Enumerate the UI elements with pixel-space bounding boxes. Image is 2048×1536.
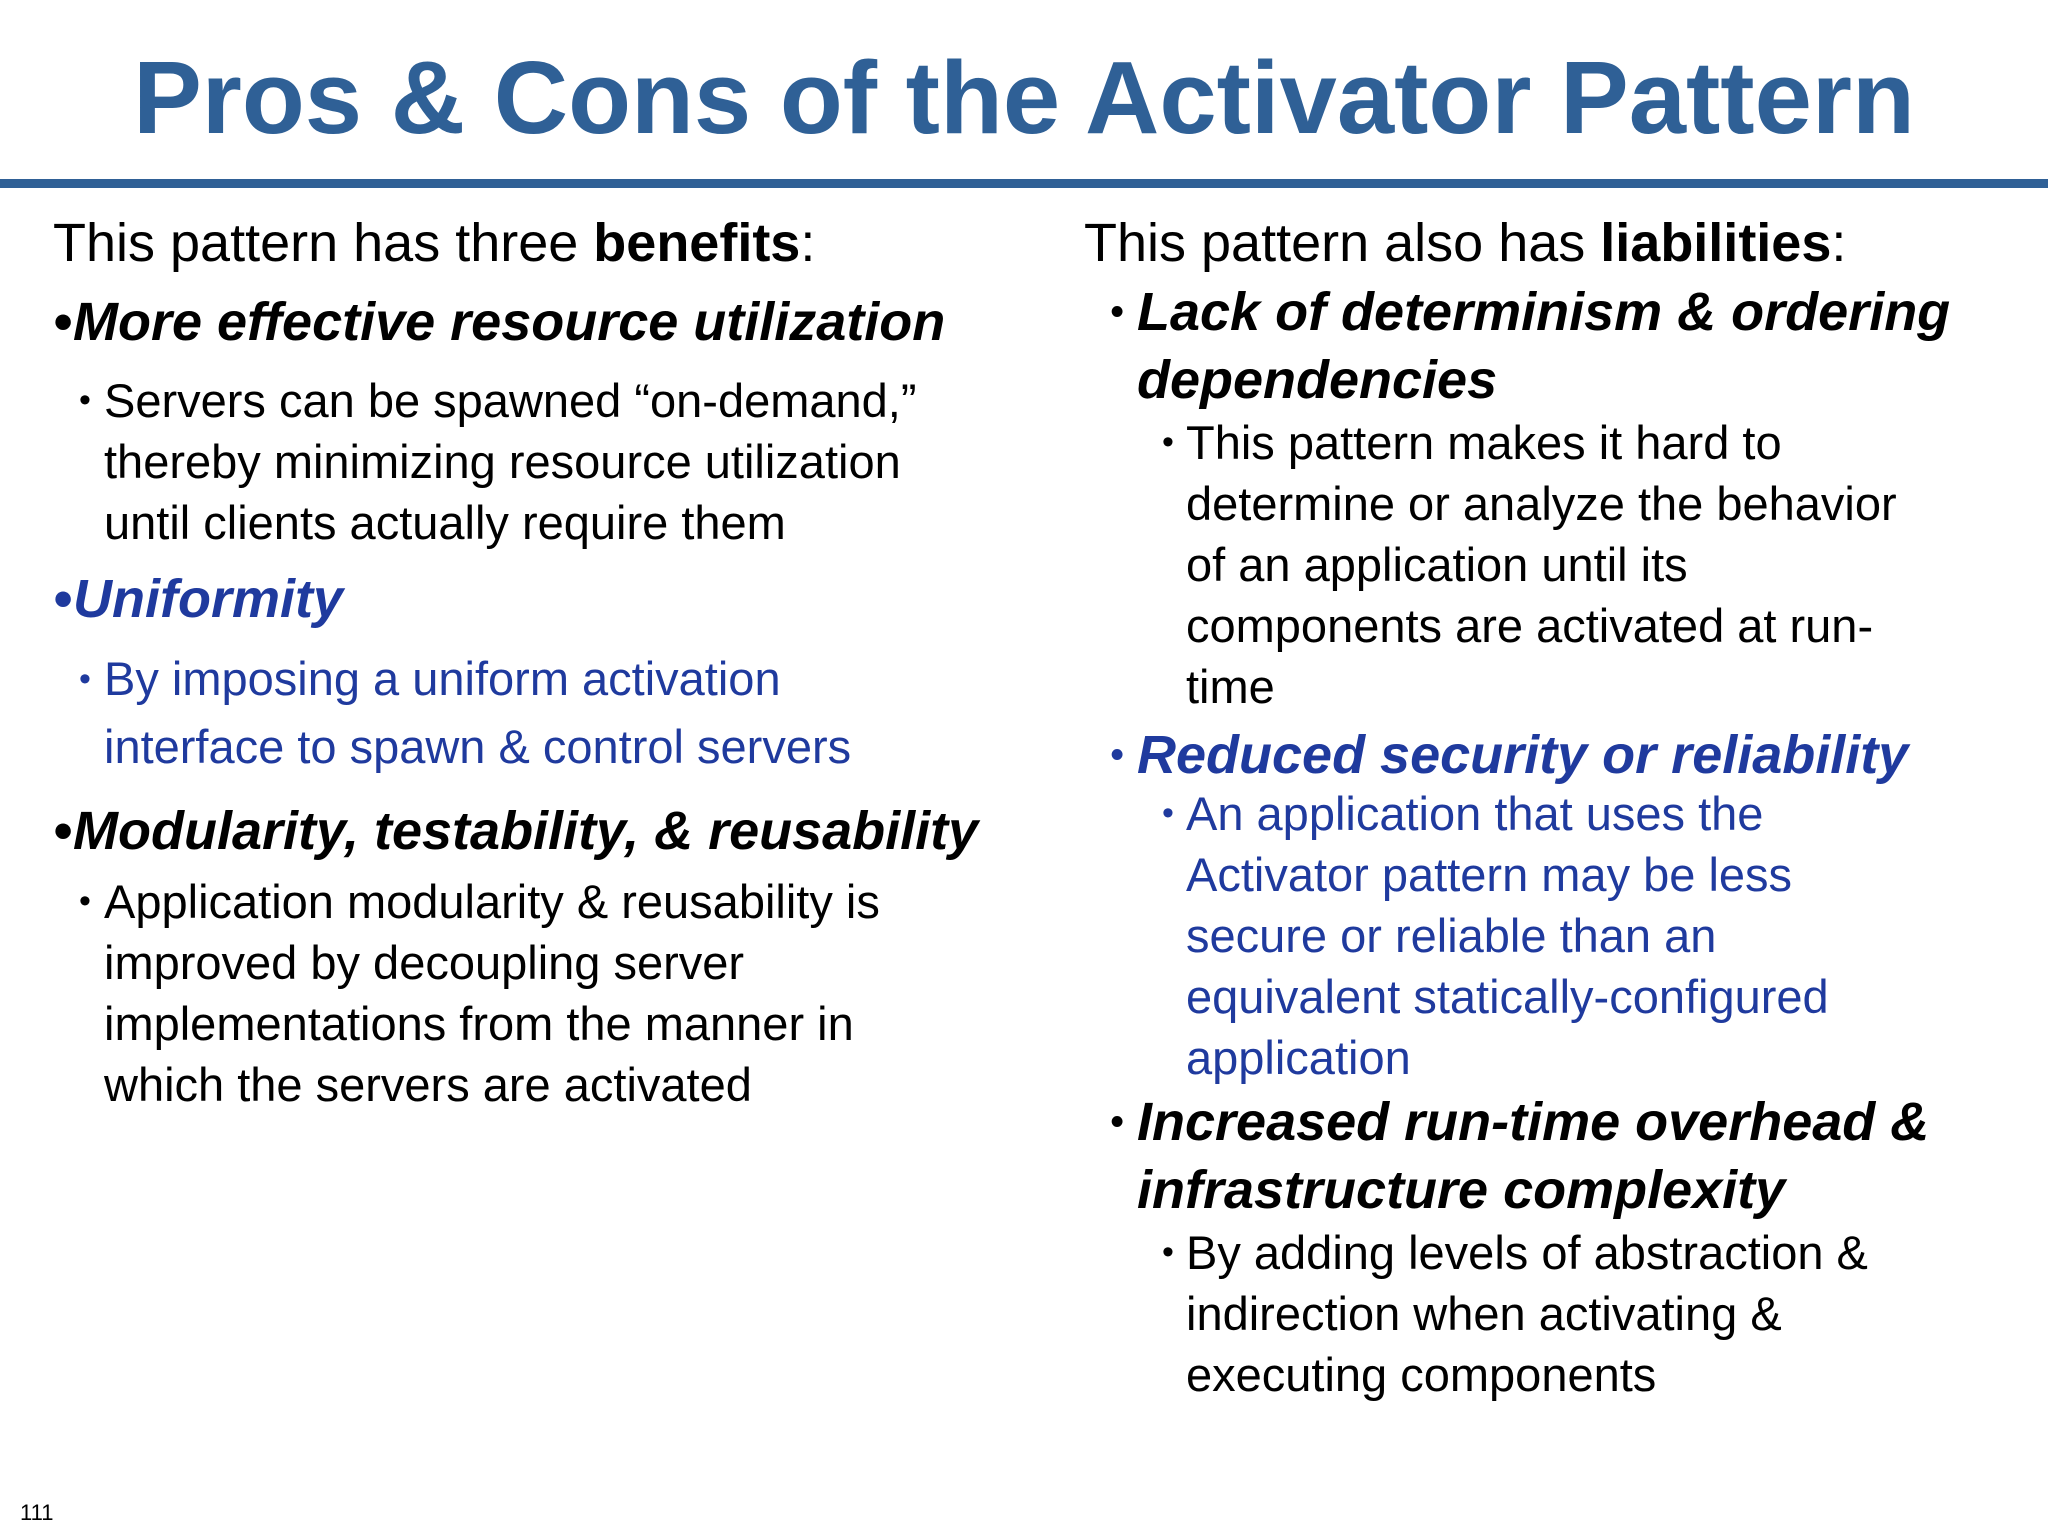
sub-bullet-icon: • [1162, 1233, 1174, 1271]
sub-bullet-icon: • [1162, 794, 1174, 832]
liability-detail-line: executing components [1186, 1348, 1657, 1401]
liability-detail-line: components are activated at run- [1186, 599, 1874, 652]
liability-item [1084, 721, 2034, 1088]
sub-bullet-icon: • [79, 660, 91, 698]
bullet-icon: • [1110, 734, 1124, 776]
benefit-item [53, 797, 1053, 1115]
sub-bullet-icon: • [79, 381, 91, 419]
bullet-icon: • [53, 569, 72, 629]
liabilities-intro-colon: : [1831, 213, 1847, 273]
benefit-heading: More effective resource utilization [73, 292, 946, 352]
benefit-heading: Modularity, testability, & reusability [73, 801, 979, 861]
liability-detail-line: This pattern makes it hard to [1186, 416, 1782, 469]
liability-detail-line: indirection when activating & [1186, 1287, 1782, 1340]
benefits-intro [53, 208, 1053, 278]
bullet-icon: • [1110, 291, 1124, 333]
title-divider [0, 179, 2048, 188]
sub-bullet-icon: • [1162, 423, 1174, 461]
benefit-item [53, 288, 1053, 553]
liability-detail-line: time [1186, 660, 1275, 713]
liability-detail-line: By adding levels of abstraction & [1186, 1226, 1868, 1279]
benefit-detail-line: Application modularity & reusability is [104, 875, 880, 928]
benefit-detail-line: improved by decoupling server [104, 936, 745, 989]
liability-detail-line: Activator pattern may be less [1186, 848, 1793, 901]
benefit-detail-line: thereby minimizing resource utilization [104, 435, 901, 488]
liability-heading-line: Lack of determinism & ordering [1137, 282, 1951, 342]
sub-bullet-icon: • [79, 882, 91, 920]
liability-detail-line: An application that uses the [1186, 787, 1764, 840]
benefit-detail-line: which the servers are activated [104, 1058, 752, 1111]
benefits-column [53, 208, 1053, 1115]
liabilities-column [1084, 208, 2034, 1405]
liabilities-intro [1084, 208, 2034, 278]
bullet-icon: • [53, 292, 72, 352]
page-number: 111 [20, 1500, 54, 1525]
benefit-detail-line: Servers can be spawned “on-demand,” [104, 374, 917, 427]
liability-heading-line: Increased run-time overhead & [1137, 1092, 1930, 1152]
benefit-item [53, 565, 1053, 781]
liability-item [1084, 1088, 2034, 1405]
liability-detail-line: application [1186, 1031, 1411, 1084]
benefit-detail-line: interface to spawn & control servers [104, 720, 852, 773]
liability-heading-line: infrastructure complexity [1137, 1160, 1786, 1220]
bullet-icon: • [53, 801, 72, 861]
liability-detail-line: secure or reliable than an [1186, 909, 1717, 962]
liability-item [1084, 278, 2034, 717]
liabilities-intro-text: This pattern also has [1084, 213, 1601, 273]
liability-detail-line: determine or analyze the behavior [1186, 477, 1897, 530]
benefit-detail-line: until clients actually require them [104, 496, 786, 549]
liability-heading-line: dependencies [1137, 350, 1498, 410]
benefits-intro-text: This pattern has three [53, 213, 594, 273]
liabilities-intro-bold: liabilities [1600, 213, 1832, 273]
benefits-intro-bold: benefits [593, 213, 801, 273]
liability-heading-line: Reduced security or reliability [1137, 725, 1909, 785]
benefit-detail-line: By imposing a uniform activation [104, 652, 781, 705]
liability-detail-line: equivalent statically-configured [1186, 970, 1829, 1023]
liability-detail-line: of an application until its [1186, 538, 1688, 591]
benefit-heading: Uniformity [73, 569, 343, 629]
slide-title: Pros & Cons of the Activator Pattern [133, 40, 1915, 155]
benefits-intro-colon: : [800, 213, 816, 273]
bullet-icon: • [1110, 1101, 1124, 1143]
benefit-detail-line: implementations from the manner in [104, 997, 854, 1050]
